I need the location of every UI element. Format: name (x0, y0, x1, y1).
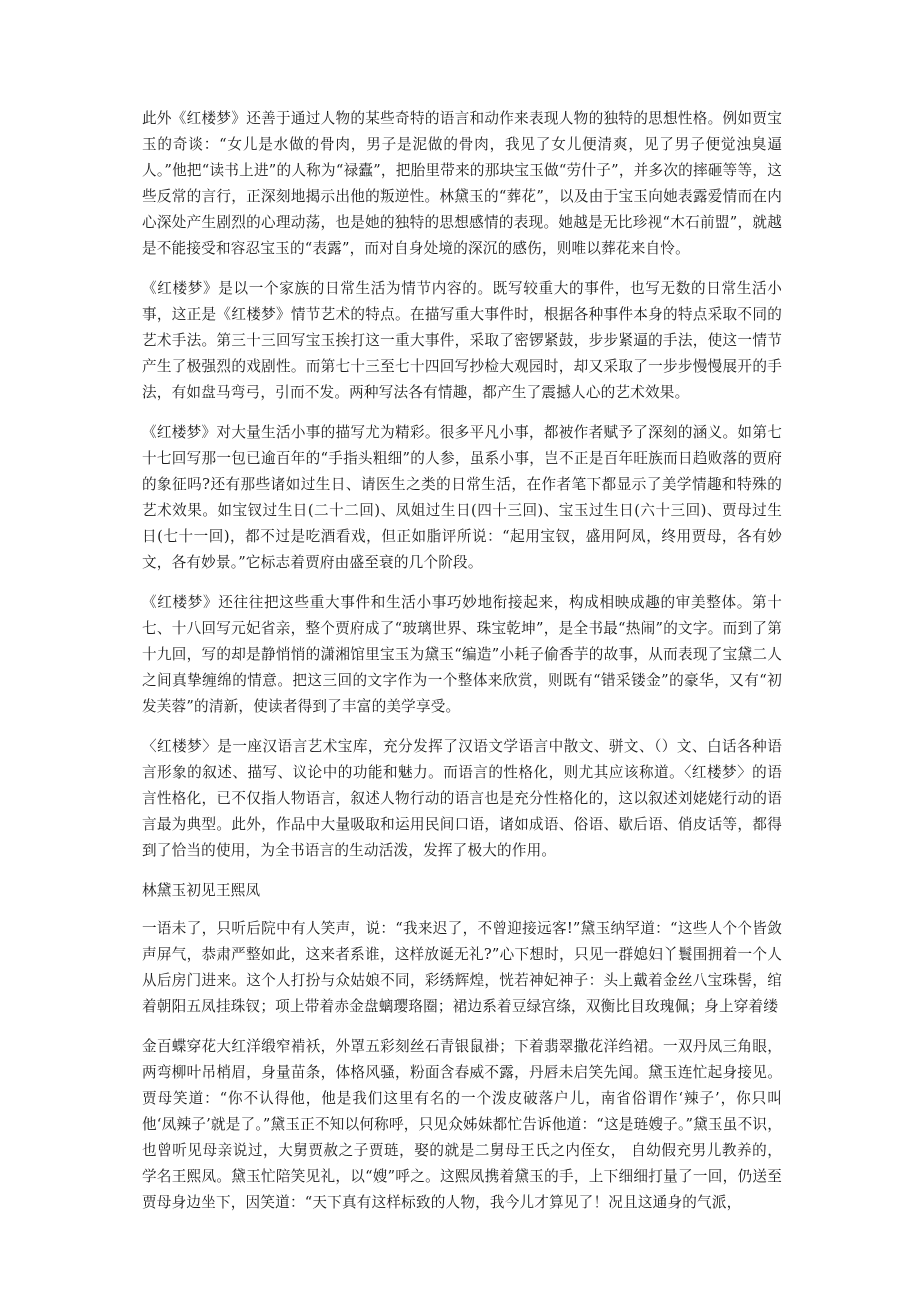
document-page (142, 106, 782, 1230)
paragraph-language-treasury: 〈红楼梦〉是一座汉语言艺术宝库，充分发挥了汉语文学语言中散文、骈文、（）文、白话各种语言形象的叙述、描写、议论中的功能和魅力。而语言的性格化，则尤其应该称道。〈红楼梦〉的语言性格化，已不仅指人物语言，叙述人物行动的语言也是充分性格化的，这以叙述刘姥姥行动的语言最为典型。此外，作品中大量吸取和运用民间口语，诸如成语、俗语、歇后语、俏皮话等，都得到了恰当的使用，为全书语言的生动活泼，发挥了极大的作用。 (142, 738, 782, 859)
paragraph-excerpt-part-2: 金百蝶穿花大红洋缎窄褃袄，外罩五彩刻丝石青银鼠褂；下着翡翠撒花洋绉裙。一双丹凤三角眼，两弯柳叶吊梢眉，身量苗条，体格风骚，粉面含春威不露，丹唇未启笑先闻。黛玉连忙起身接见。贾母笑道：“你不认得他，他是我们这里有名的一个泼皮破落户儿，南省俗谓作‘辣子’，你只叫他‘凤辣子’就是了。”黛玉正不知以何称呼，只见众姊妹都忙告诉他道：“这是琏嫂子。”黛玉虽不识，也曾听见母亲说过，大舅贾赦之子贾琏，娶的就是二舅母王氏之内侄女， 自幼假充男儿教养的，学名王熙凤。黛玉忙陪笑见礼，以“嫂”呼之。这熙凤携着黛玉的手，上下细细打量了一回，仍送至贾母身边坐下，因笑道：“天下真有这样标致的人物，我今儿才算见了！况且这通身的气派， (142, 1038, 782, 1211)
paragraph-small-events: 《红楼梦》对大量生活小事的描写尤为精彩。很多平凡小事，都被作者赋予了深刻的涵义。如第七十七回写那一包已逾百年的“手指头粗细”的人参，虽系小事，岂不正是百年旺族而日趋败落的贾府的象征吗?还有那些诸如过生日、请医生之类的日常生活，在作者笔下都显示了美学情趣和特殊的艺术效果。如宝钗过生日(二十二回)、凤姐过生日(四十三回)、宝玉过生日(六十三回)、贾母过生日(七十一回)，都不过是吃酒看戏，但正如脂评所说：“起用宝钗，盛用阿凤，终用贾母，各有妙文，各有妙景。”它标志着贾府由盛至衰的几个阶段。 (142, 424, 782, 571)
paragraph-language-action: 此外《红楼梦》还善于通过人物的某些奇特的语言和动作来表现人物的独特的思想性格。例如贾宝玉的奇谈：“女儿是水做的骨肉，男子是泥做的骨肉，我见了女儿便清爽，见了男子便觉浊臭逼人。”他把“读书上进”的人称为“禄蠹”，把胎里带来的那块宝玉做“劳什子”，并多次的摔砸等等，这些反常的言行，正深刻地揭示出他的叛逆性。林黛玉的“葬花”，以及由于宝玉向她表露爱情而在内心深处产生剧烈的心理动荡，也是她的独特的思想感情的表现。她越是无比珍视“木石前盟”，就越是不能接受和容忍宝玉的“表露”，而对自身处境的深沉的感伤，则唯以葬花来自怜。 (142, 110, 782, 257)
paragraph-aesthetic-whole: 《红楼梦》还往往把这些重大事件和生活小事巧妙地衔接起来，构成相映成趣的审美整体。第十七、十八回写元妃省亲，整个贾府成了“玻璃世界、珠宝乾坤”，是全书最“热闹”的文字。而到了第十九回，写的却是静悄悄的潇湘馆里宝玉为黛玉“编造”小耗子偷香芋的故事，从而表现了宝黛二人之间真挚缠绵的情意。把这三回的文字作为一个整体来欣赏，则既有“错采镂金”的豪华，又有“初发芙蓉”的清新，使读者得到了丰富的美学享受。 (142, 594, 782, 715)
paragraph-excerpt-part-1: 一语未了，只听后院中有人笑声，说：“我来迟了，不曾迎接远客!”黛玉纳罕道：“这些人个个皆敛声屏气，恭肃严整如此，这来者系谁，这样放诞无礼?”心下想时，只见一群媳妇丫鬟围拥着一个人从后房门进来。这个人打扮与众姑娘不同，彩绣辉煌，恍若神妃神子：头上戴着金丝八宝珠髻，绾着朝阳五凤挂珠钗；项上带着赤金盘螭璎珞圈；裙边系着豆绿宫绦，双衡比目玫瑰佩；身上穿着缕 (142, 920, 782, 1015)
section-heading: 林黛玉初见王熙凤 (142, 882, 261, 899)
paragraph-daily-life-plot: 《红楼梦》是以一个家族的日常生活为情节内容的。既写较重大的事件，也写无数的日常生活小事，这正是《红楼梦》情节艺术的特点。在描写重大事件时，根据各种事件本身的特点采取不同的艺术手法。第三十三回写宝玉挨打这一重大事件，采取了密锣紧鼓，步步紧逼的手法，使这一情节产生了极强烈的戏剧性。而第七十三至七十四回写抄检大观园时，却又采取了一步步慢慢展开的手法，有如盘马弯弓，引而不发。两种写法各有情趣，都产生了震撼人心的艺术效果。 (142, 280, 782, 401)
